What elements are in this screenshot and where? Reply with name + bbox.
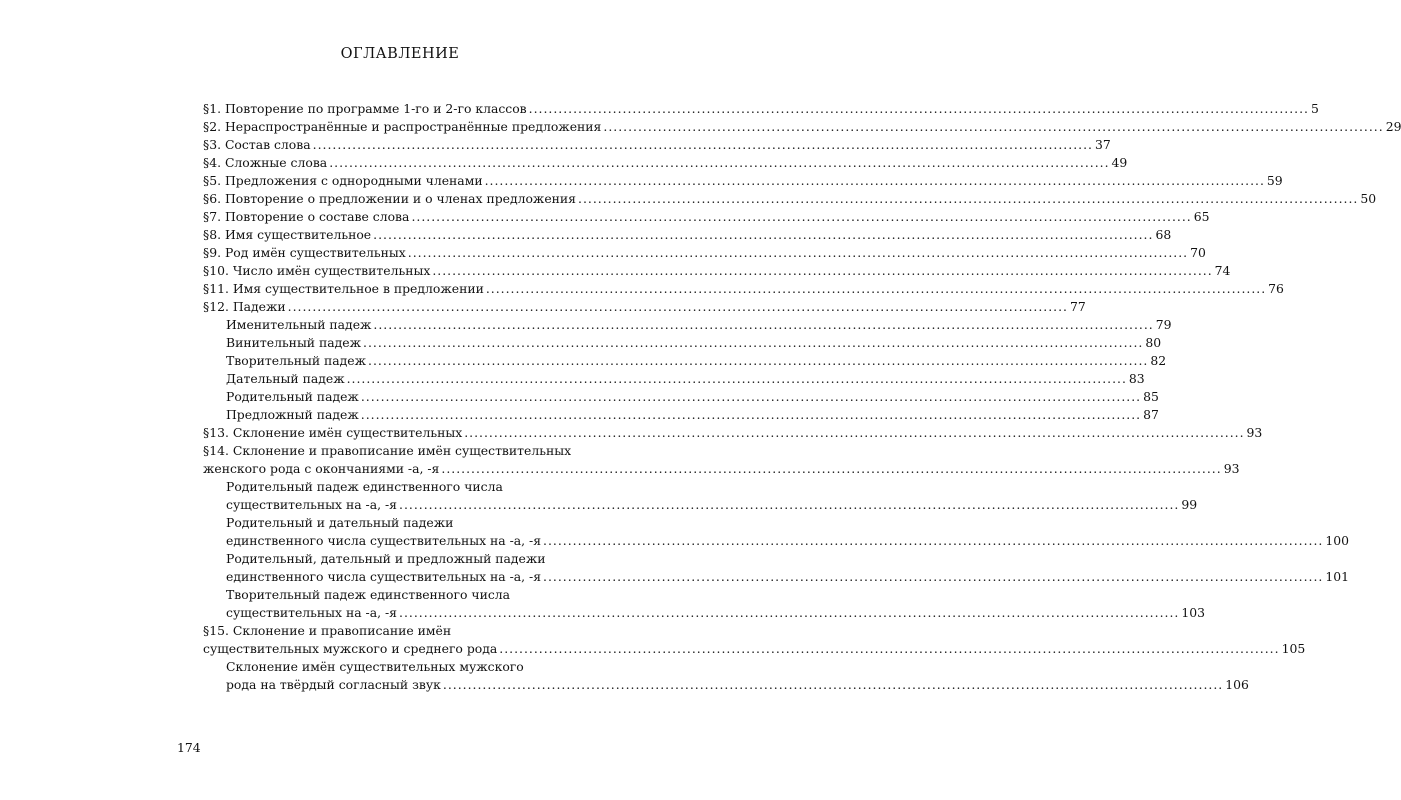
toc-entry-page: 82 <box>1150 353 1167 368</box>
toc-entry-title: §10. Число имён существительных <box>203 263 431 278</box>
toc-entry <box>203 424 1263 442</box>
toc-entry-title: Родительный, дательный и предложный падежи <box>226 551 546 566</box>
toc-entry <box>203 370 1145 388</box>
dot-leader <box>361 388 1141 406</box>
toc-entry-title: Дательный падеж <box>226 371 345 386</box>
toc-entry <box>203 532 1350 550</box>
toc-entry-title: §15. Склонение и правописание имён <box>203 623 452 638</box>
toc-entry-title: §8. Имя существительное <box>203 227 372 242</box>
toc-entry-page: 59 <box>1266 173 1283 188</box>
toc-entry-page: 68 <box>1155 227 1172 242</box>
toc-entry <box>203 262 1231 280</box>
dot-leader <box>543 568 1323 586</box>
toc-entry-title: Родительный падеж единственного числа <box>226 479 503 494</box>
toc-entry-title: §1. Повторение по программе 1-го и 2-го классов <box>203 101 527 116</box>
toc-entry <box>203 568 1350 586</box>
dot-leader <box>443 676 1223 694</box>
dot-leader <box>399 604 1179 622</box>
page-number: 174 <box>177 740 201 755</box>
toc-entry <box>203 478 615 496</box>
toc-entry <box>203 550 615 568</box>
toc-entry-title: Творительный падеж единственного числа <box>226 587 511 602</box>
toc-entry <box>203 136 1111 154</box>
toc-entry-title: §3. Состав слова <box>203 137 311 152</box>
toc-entry-title: Склонение имён существительных мужского <box>226 659 524 674</box>
dot-leader <box>603 118 1383 136</box>
toc-entry-page: 70 <box>1190 245 1206 260</box>
toc-entry <box>203 586 615 604</box>
toc-entry-page: 100 <box>1325 533 1350 548</box>
dot-leader <box>313 136 1093 154</box>
toc-entry-title: §9. Род имён существительных <box>203 245 406 260</box>
toc-entry-page: 85 <box>1143 389 1159 404</box>
toc-entry-title: существительных на -а, -я <box>226 605 398 620</box>
toc-entry-page: 50 <box>1360 191 1377 206</box>
toc-entry-page: 105 <box>1281 641 1306 656</box>
dot-leader <box>399 496 1179 514</box>
toc-entry-page: 101 <box>1325 569 1350 584</box>
toc-entry-page: 93 <box>1246 425 1263 440</box>
toc-entry-page: 37 <box>1094 137 1111 152</box>
toc-entry <box>203 676 1249 694</box>
toc-entry <box>203 172 1283 190</box>
dot-leader <box>368 352 1148 370</box>
toc-entry-title: §2. Нераспространённые и распространённые предложения <box>203 119 602 134</box>
dot-leader <box>432 262 1212 280</box>
toc-entry <box>203 406 1159 424</box>
toc-entry-page: 74 <box>1214 263 1231 278</box>
toc-entry <box>203 496 1198 514</box>
toc-entry-title: рода на твёрдый согласный звук <box>226 677 441 692</box>
toc-entry-title: Творительный падеж <box>226 353 367 368</box>
dot-leader <box>578 190 1358 208</box>
toc-entry-title: §5. Предложения с однородными членами <box>203 173 483 188</box>
toc-entry-page: 93 <box>1223 461 1240 476</box>
toc-entry <box>203 514 615 532</box>
dot-leader <box>373 226 1153 244</box>
toc-entry <box>203 604 1205 622</box>
dot-leader <box>543 532 1323 550</box>
toc-entry <box>203 226 1172 244</box>
toc-entry-title: существительных на -а, -я <box>226 497 398 512</box>
toc-entry-page: 87 <box>1143 407 1159 422</box>
page-title: ОГЛАВЛЕНИЕ <box>340 46 460 62</box>
toc-entry <box>203 298 1086 316</box>
dot-leader <box>464 424 1244 442</box>
toc-entry <box>203 316 1172 334</box>
toc-entry <box>203 442 615 460</box>
dot-leader <box>441 460 1221 478</box>
toc-entry <box>203 154 1128 172</box>
dot-leader <box>361 406 1141 424</box>
toc-entry <box>203 100 1319 118</box>
table-of-contents <box>203 100 1401 694</box>
dot-leader <box>329 154 1109 172</box>
toc-entry-title: Винительный падеж <box>226 335 362 350</box>
dot-leader <box>485 172 1265 190</box>
toc-entry <box>203 622 615 640</box>
toc-entry-title: §11. Имя существительное в предложении <box>203 281 484 296</box>
dot-leader <box>347 370 1127 388</box>
toc-entry-title: Именительный падеж <box>226 317 372 332</box>
toc-entry-title: §12. Падежи <box>203 299 286 314</box>
toc-entry-title: единственного числа существительных на -а, -я <box>226 569 542 584</box>
toc-entry <box>203 244 1206 262</box>
toc-entry <box>203 190 1377 208</box>
toc-entry <box>203 208 1210 226</box>
toc-entry <box>203 658 615 676</box>
dot-leader <box>499 640 1279 658</box>
dot-leader <box>288 298 1068 316</box>
toc-entry-title: §7. Повторение о составе слова <box>203 209 410 224</box>
toc-entry-title: §13. Склонение имён существительных <box>203 425 463 440</box>
dot-leader <box>486 280 1266 298</box>
toc-entry-title: Предложный падеж <box>226 407 359 422</box>
toc-entry-page: 106 <box>1225 677 1249 692</box>
toc-entry-page: 83 <box>1128 371 1145 386</box>
toc-entry-title: единственного числа существительных на -а, -я <box>226 533 542 548</box>
toc-entry-title: существительных мужского и среднего рода <box>203 641 498 656</box>
toc-entry <box>203 280 1284 298</box>
dot-leader <box>408 244 1188 262</box>
toc-entry <box>203 118 1401 136</box>
toc-entry-page: 65 <box>1193 209 1210 224</box>
toc-entry-page: 5 <box>1310 101 1319 116</box>
toc-entry-title: женского рода с окончаниями -а, -я <box>203 461 440 476</box>
dot-leader <box>363 334 1143 352</box>
toc-entry-page: 29 <box>1385 119 1401 134</box>
toc-entry-page: 76 <box>1268 281 1284 296</box>
toc-entry-title: §14. Склонение и правописание имён существительных <box>203 443 572 458</box>
toc-entry-title: §4. Сложные слова <box>203 155 328 170</box>
toc-entry-page: 99 <box>1181 497 1198 512</box>
dot-leader <box>373 316 1153 334</box>
toc-entry-page: 79 <box>1155 317 1172 332</box>
toc-entry <box>203 460 1240 478</box>
toc-entry-page: 77 <box>1069 299 1086 314</box>
toc-entry <box>203 334 1162 352</box>
toc-entry-title: Родительный падеж <box>226 389 359 404</box>
dot-leader <box>529 100 1309 118</box>
toc-entry-page: 49 <box>1111 155 1128 170</box>
toc-entry <box>203 640 1306 658</box>
toc-entry <box>203 352 1167 370</box>
toc-entry-title: §6. Повторение о предложении и о членах предложения <box>203 191 577 206</box>
toc-entry-page: 80 <box>1145 335 1162 350</box>
toc-entry-title: Родительный и дательный падежи <box>226 515 454 530</box>
toc-entry-page: 103 <box>1181 605 1205 620</box>
dot-leader <box>411 208 1191 226</box>
toc-entry <box>203 388 1159 406</box>
